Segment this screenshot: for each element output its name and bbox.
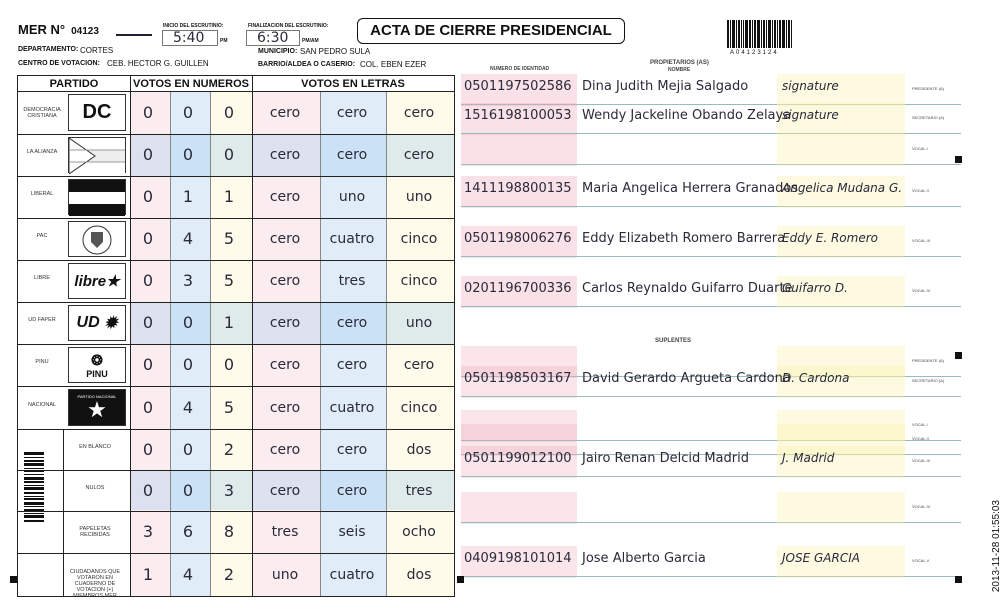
col-partido: PARTIDO: [49, 78, 99, 90]
member-name: Wendy Jackeline Obando Zelaya: [582, 108, 792, 123]
pinu-logo: ❂ PINU: [86, 351, 108, 379]
registration-mark: [955, 576, 962, 583]
table-row: [17, 386, 455, 387]
registration-mark: [955, 352, 962, 359]
final-time: 6:30: [246, 30, 300, 46]
party-name: UD FAPER: [28, 317, 56, 323]
final-suffix: PM/AM: [302, 38, 319, 44]
municipio-value: SAN PEDRO SULA: [300, 47, 371, 56]
table-row: [17, 176, 455, 177]
vote-word: cinco: [400, 273, 438, 289]
vote-word: cero: [269, 231, 301, 247]
liberal-flag: [69, 180, 125, 216]
vote-word: cero: [269, 482, 301, 499]
vote-digit: 4: [182, 397, 194, 417]
barcode-top-text: A04123124: [730, 50, 779, 56]
document-title: ACTA DE CIERRE PRESIDENCIAL: [357, 18, 625, 44]
party-logo: [68, 389, 126, 426]
member-id: 0501198006276: [464, 231, 572, 246]
party-name: LIBRE: [34, 275, 50, 281]
vote-word: cero: [269, 189, 301, 205]
total-label: EN BLANCO: [79, 443, 111, 450]
vote-digit: 0: [223, 102, 235, 122]
barrio-label: BARRIO/ALDEA O CASERIO:: [258, 61, 355, 68]
vote-digit: 0: [223, 355, 235, 374]
vote-word: uno: [338, 189, 366, 205]
name-header: NOMBRE: [668, 67, 691, 73]
inicio-time: 5:40: [162, 30, 218, 46]
table-row: [17, 260, 455, 261]
party-name: PAC: [36, 233, 48, 239]
vote-word: tres: [271, 524, 299, 540]
vote-word: cuatro: [329, 567, 375, 583]
vote-word: dos: [406, 567, 432, 583]
col-numeros: VOTOS EN NUMEROS: [133, 78, 249, 90]
vote-digit: 0: [182, 439, 194, 459]
member-signature: JOSE GARCIA: [782, 551, 860, 565]
vote-digit: 0: [142, 355, 154, 374]
municipio-label: MUNICIPIO:: [258, 48, 298, 55]
vote-word: cero: [269, 104, 301, 121]
table-row: [17, 302, 455, 303]
member-signature: signature: [782, 108, 839, 122]
alianza-flag: [69, 138, 125, 174]
vote-word: cero: [336, 147, 368, 163]
barcode-left: [24, 452, 44, 570]
vote-digit: 0: [142, 397, 154, 417]
vote-word: uno: [405, 189, 433, 205]
total-label: NULOS: [85, 484, 105, 491]
vote-word: cero: [269, 357, 301, 373]
total-label: CIUDADANOS QUE VOTARON EN CUADERNO DE VOTACION (+) MIEMBROS MER: [69, 569, 121, 599]
vote-word: cero: [403, 357, 435, 373]
pac-shield: [69, 222, 125, 258]
vote-digit: 0: [142, 313, 154, 332]
member-signature: Eddy E. Romero: [782, 231, 878, 245]
table-row: [17, 429, 455, 430]
id-field: [461, 134, 577, 166]
party-logo: [68, 179, 126, 215]
vote-word: cero: [403, 147, 435, 163]
vote-digit: 0: [142, 439, 154, 459]
inicio-label: INICIO DEL ESCRUTINIO:: [163, 23, 224, 29]
party-logo: [68, 347, 126, 383]
vote-digit: 1: [223, 313, 235, 332]
vote-word: tres: [405, 482, 433, 499]
vote-digit: 5: [223, 271, 235, 290]
table-row: [17, 134, 455, 135]
party-name: DEMOCRACIA CRISTIANA: [23, 106, 61, 119]
member-signature: D. Cardona: [782, 371, 850, 385]
vote-word: cero: [269, 273, 301, 289]
member-role: VOCAL IV: [912, 288, 931, 293]
id-field: [461, 492, 577, 524]
party-logo: [68, 137, 126, 173]
member-id: 0201196700336: [464, 281, 572, 296]
vote-digit: 3: [223, 480, 235, 500]
centro-value: CEB. HECTOR G. GUILLEN: [107, 59, 209, 68]
vote-word: seis: [338, 524, 366, 540]
vote-digit: 0: [182, 313, 194, 332]
centro-label: CENTRO DE VOTACION:: [18, 60, 100, 67]
vote-digit: 0: [142, 102, 154, 122]
member-role: VOCAL II: [912, 188, 929, 193]
party-logo: [68, 94, 126, 131]
vote-word: cinco: [400, 399, 438, 416]
vote-word: dos: [406, 441, 432, 458]
vote-word: uno: [271, 567, 299, 583]
member-role: VOCAL II: [912, 436, 929, 441]
member-role: VOCAL III: [912, 238, 930, 243]
party-logo: [68, 263, 126, 299]
table-row: [17, 218, 455, 219]
member-role: VOCAL III: [912, 458, 930, 463]
member-name: Maria Angelica Herrera Granados: [582, 181, 799, 196]
member-id: 0501199012100: [464, 451, 572, 466]
member-role: PRESIDENTE (A): [912, 358, 945, 363]
total-label: PAPELETAS RECIBIDAS: [79, 526, 111, 538]
col-letras: VOTOS EN LETRAS: [301, 78, 405, 90]
member-name: Eddy Elizabeth Romero Barrera: [582, 231, 786, 246]
member-signature: signature: [782, 79, 839, 93]
departamento-value: CORTES: [80, 46, 114, 55]
vote-digit: 8: [223, 522, 235, 541]
vote-digit: 4: [182, 565, 194, 584]
vote-word: cero: [336, 315, 368, 331]
member-signature: J. Madrid: [782, 451, 835, 465]
party-name: PINU: [35, 359, 49, 365]
suplentes-header: SUPLENTES: [655, 338, 692, 344]
vote-digit: 0: [223, 145, 235, 164]
member-name: Carlos Reynaldo Guifarro Duarte: [582, 281, 793, 296]
vote-word: cero: [269, 399, 301, 416]
dc-logo: DC: [82, 101, 112, 123]
vote-digit: 0: [142, 145, 154, 164]
vote-word: cero: [269, 147, 301, 163]
vote-word: cero: [269, 441, 301, 458]
vote-word: cero: [269, 315, 301, 331]
table-row: [17, 91, 455, 92]
member-name: Jose Alberto Garcia: [582, 551, 706, 566]
vote-digit: 0: [182, 480, 194, 500]
party-name: LA ALIANZA: [26, 149, 58, 155]
vote-digit: 0: [182, 355, 194, 374]
member-name: Dina Judith Mejia Salgado: [582, 79, 749, 94]
vote-digit: 2: [223, 439, 235, 459]
member-name: David Gerardo Argueta Cardona: [582, 371, 791, 386]
party-logo: [68, 305, 126, 341]
table-row: [17, 344, 455, 345]
member-role: SECRETARIO (A): [912, 378, 945, 383]
vote-word: tres: [338, 273, 366, 289]
registration-mark: [457, 576, 464, 583]
party-name: LIBERAL: [30, 191, 54, 197]
party-logo: [68, 221, 126, 257]
departamento-label: DEPARTAMENTO:: [18, 46, 79, 53]
nacional-logo: PARTIDO NACIONAL ★: [69, 390, 125, 425]
vote-digit: 0: [142, 229, 154, 248]
member-id: 1411198800135: [464, 181, 572, 196]
table-row: [17, 553, 455, 554]
vote-digit: 1: [182, 187, 194, 206]
vote-digit: 4: [182, 229, 194, 248]
member-role: VOCAL IV: [912, 504, 931, 509]
scan-timestamp: 2013-11-28 01:55:03: [991, 500, 1002, 593]
barcode-top: [727, 20, 801, 48]
vote-word: cuatro: [329, 399, 375, 416]
vote-digit: 0: [142, 480, 154, 500]
vote-digit: 3: [182, 271, 194, 290]
id-header: NUMERO DE IDENTIDAD: [490, 66, 550, 72]
registration-mark: [10, 576, 17, 583]
vote-digit: 0: [142, 271, 154, 290]
vote-word: cero: [336, 104, 368, 121]
ud-logo: UD ✹: [76, 314, 118, 332]
vote-digit: 3: [142, 522, 154, 541]
member-id: 0501197502586: [464, 79, 572, 94]
vote-word: cinco: [400, 231, 438, 247]
vote-digit: 0: [182, 145, 194, 164]
vote-word: cero: [403, 104, 435, 121]
vote-word: ocho: [402, 524, 436, 540]
vote-digit: 5: [223, 229, 235, 248]
tse-logo: [116, 24, 152, 36]
vote-word: cero: [336, 441, 368, 458]
member-id: 0501198503167: [464, 371, 572, 386]
member-role: VOCAL V: [912, 558, 930, 563]
vote-digit: 0: [142, 187, 154, 206]
member-id: 1516198100053: [464, 108, 572, 123]
vote-digit: 1: [142, 565, 154, 584]
registration-mark: [955, 156, 962, 163]
vote-digit: 1: [223, 187, 235, 206]
vote-word: cero: [336, 357, 368, 373]
libre-logo: libre ★: [74, 272, 120, 290]
member-role: VOCAL I: [912, 422, 928, 427]
vote-word: cuatro: [329, 231, 375, 247]
mer-number: MER N° 04123: [18, 22, 99, 37]
member-role: SECRETARIO (A): [912, 115, 945, 120]
vote-word: cero: [336, 482, 368, 499]
owners-header: PROPIETARIOS (AS): [650, 60, 709, 66]
table-row: [17, 470, 455, 471]
party-name: NACIONAL: [27, 401, 57, 408]
vote-word: uno: [405, 315, 433, 331]
member-name: Jairo Renan Delcid Madrid: [582, 451, 749, 466]
vote-digit: 6: [182, 522, 194, 541]
vote-digit: 0: [182, 102, 194, 122]
final-label: FINALIZACION DEL ESCRUTINIO:: [248, 23, 329, 29]
table-row: [17, 511, 455, 512]
vote-digit: 5: [223, 397, 235, 417]
member-signature: Guifarro D.: [782, 281, 848, 295]
vote-digit: 2: [223, 565, 235, 584]
member-role: VOCAL I: [912, 146, 928, 151]
inicio-suffix: PM: [220, 38, 228, 44]
member-signature: Angelica Mudana G.: [782, 181, 903, 195]
member-role: PRESIDENTE (A): [912, 86, 945, 91]
barrio-value: COL. EBEN EZER: [360, 60, 427, 69]
member-id: 0409198101014: [464, 551, 572, 566]
